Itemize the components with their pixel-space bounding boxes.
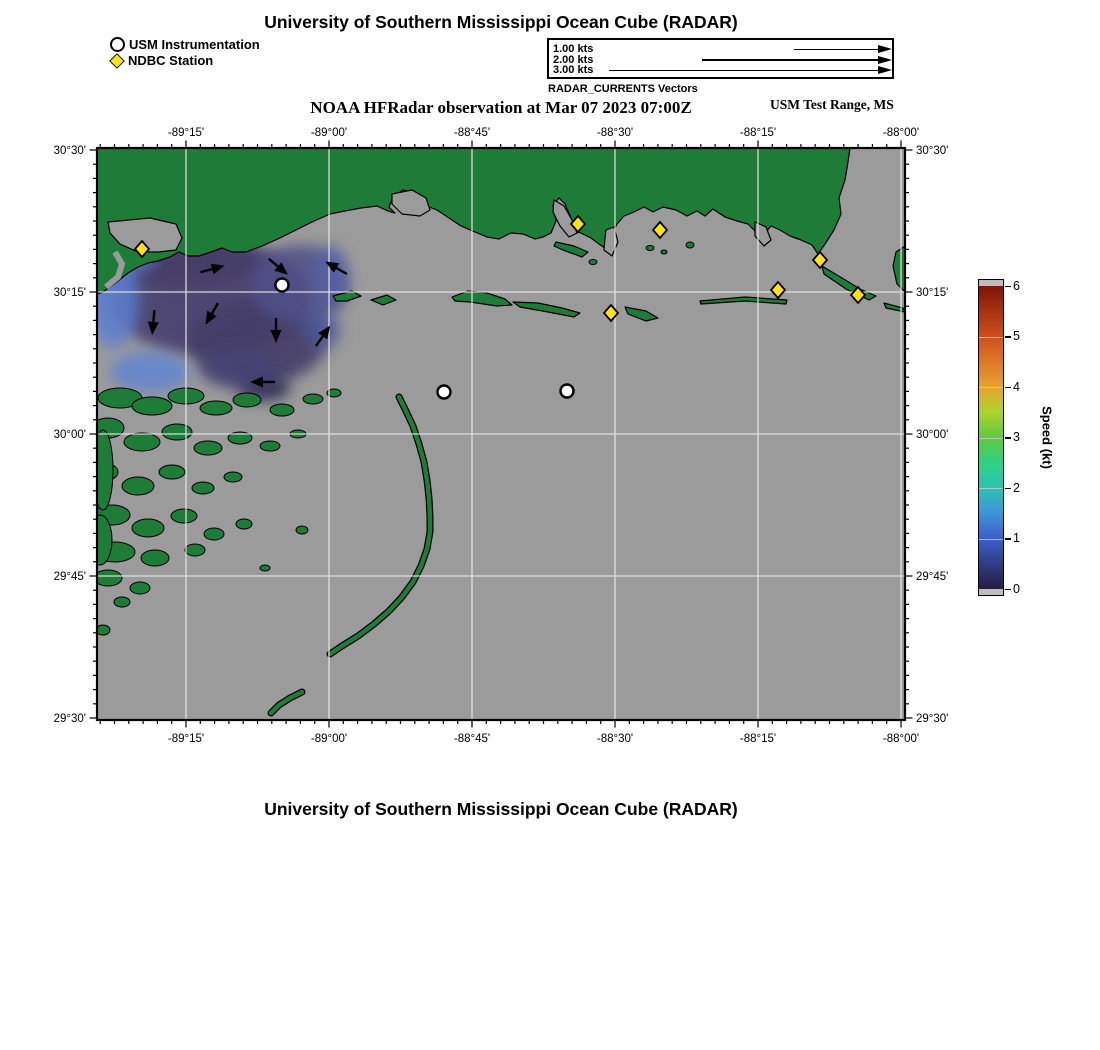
colorbar-tick-label: 6	[1013, 278, 1020, 293]
svg-text:-88°15': -88°15'	[739, 127, 777, 139]
colorbar-tick-label: 0	[1013, 581, 1020, 596]
vector-scale-entry-label: 3.00 kts	[553, 64, 594, 76]
legend-ndbc-label: NDBC Station	[128, 52, 214, 68]
bottom-title: University of Southern Mississippi Ocean Cube (RADAR)	[264, 799, 738, 819]
marsh-island	[132, 397, 172, 415]
marsh-island	[171, 509, 197, 523]
marsh-island	[122, 477, 154, 495]
colorbar-tick-label: 2	[1013, 480, 1020, 495]
marsh-island	[130, 582, 150, 594]
svg-text:-88°30': -88°30'	[596, 127, 634, 139]
usm-station-marker	[561, 385, 574, 398]
marsh-island	[296, 526, 308, 534]
marsh-island	[236, 519, 252, 529]
islet	[589, 260, 597, 265]
marsh-island	[114, 597, 130, 607]
colorbar-tick	[1005, 589, 1011, 591]
marsh-island	[194, 441, 222, 455]
vector-scale-entry-label: 2.00 kts	[553, 53, 594, 66]
marsh-island	[200, 401, 232, 415]
svg-text:29°30': 29°30'	[916, 713, 949, 725]
islet	[686, 242, 694, 248]
marsh-island	[162, 424, 192, 440]
svg-text:30°15': 30°15'	[916, 287, 949, 299]
colorbar-tick-label: 4	[1013, 379, 1020, 394]
marsh-island	[88, 515, 112, 565]
colorbar-tick	[1005, 336, 1011, 338]
colorbar-axis-label: Speed (kt)	[1039, 406, 1055, 469]
svg-text:-89°15': -89°15'	[167, 733, 205, 745]
marsh-island	[124, 433, 160, 451]
page-title: University of Southern Mississippi Ocean Cube (RADAR)	[264, 12, 738, 32]
marsh-island	[270, 404, 294, 416]
marsh-island	[224, 472, 242, 482]
marsh-island	[132, 519, 164, 537]
svg-text:30°30': 30°30'	[916, 145, 949, 157]
marsh-island	[303, 394, 323, 404]
colorbar-tick	[1005, 437, 1011, 439]
marsh-island	[260, 441, 280, 451]
vector-scale-caption: RADAR_CURRENTS Vectors	[548, 83, 698, 95]
svg-text:-89°15': -89°15'	[167, 127, 205, 139]
svg-text:29°45': 29°45'	[53, 571, 86, 583]
vector-scale-entry-label: 1.00 kts	[553, 43, 594, 55]
islet	[646, 246, 654, 251]
svg-text:30°15': 30°15'	[53, 287, 86, 299]
colorbar-tick	[1005, 387, 1011, 389]
vector-tail	[153, 310, 154, 322]
svg-text:29°30': 29°30'	[53, 713, 86, 725]
usm-station-marker	[438, 386, 451, 399]
colorbar-tick	[1005, 286, 1011, 288]
svg-text:30°30': 30°30'	[53, 145, 86, 157]
legend-usm-label: USM Instrumentation	[129, 36, 260, 52]
marsh-island	[141, 550, 169, 566]
svg-text:29°45': 29°45'	[916, 571, 949, 583]
marsh-island	[204, 528, 224, 540]
colorbar-tick	[1005, 538, 1011, 540]
svg-text:-88°45': -88°45'	[453, 127, 491, 139]
marsh-island	[185, 544, 205, 556]
islet	[661, 250, 667, 254]
marsh-island	[233, 393, 261, 407]
svg-text:-88°45': -88°45'	[453, 733, 491, 745]
marsh-island	[159, 465, 185, 479]
svg-text:-89°00': -89°00'	[310, 127, 348, 139]
colorbar-tick	[1005, 488, 1011, 490]
svg-text:-88°00': -88°00'	[882, 127, 920, 139]
svg-text:-88°15': -88°15'	[739, 733, 777, 745]
marsh-island	[260, 565, 270, 571]
svg-text:-88°30': -88°30'	[596, 733, 634, 745]
marsh-island	[94, 570, 122, 586]
svg-text:-89°00': -89°00'	[310, 733, 348, 745]
marsh-island	[192, 482, 214, 494]
test-range-label: USM Test Range, MS	[770, 97, 894, 112]
svg-text:30°00': 30°00'	[916, 429, 949, 441]
colorbar-gradient	[979, 286, 1003, 589]
usm-station-marker	[276, 279, 289, 292]
svg-text:30°00': 30°00'	[53, 429, 86, 441]
observation-title: NOAA HFRadar observation at Mar 07 2023 07:00Z	[310, 98, 692, 117]
colorbar-tick-label: 5	[1013, 329, 1020, 343]
svg-text:-88°00': -88°00'	[882, 733, 920, 745]
colorbar	[978, 279, 1004, 596]
colorbar-tick-label: 1	[1013, 531, 1020, 545]
colorbar-tick-label: 3	[1013, 430, 1020, 444]
